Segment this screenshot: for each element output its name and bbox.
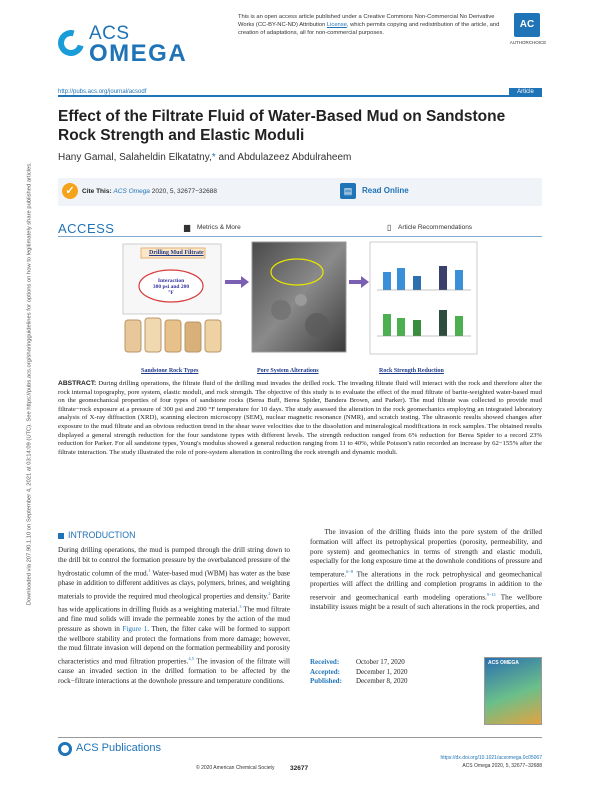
footer-divider	[58, 737, 542, 738]
cite-check-icon: ✓	[62, 183, 78, 199]
acs-publications-logo: ACS Publications	[76, 742, 161, 754]
toc-interaction-label: Interaction 300 psi and 200 °F	[152, 278, 190, 296]
author-choice-label: AUTHORCHOICE	[509, 40, 547, 45]
cover-title: ACS OMEGA	[488, 660, 519, 666]
read-online-link[interactable]: Read Online	[362, 186, 409, 195]
toc-strength-label: Rock Strength Reduction	[379, 368, 444, 374]
received-date: October 17, 2020	[356, 658, 405, 666]
access-heading: ACCESS	[58, 221, 115, 236]
toc-graphic	[121, 240, 479, 378]
ref-link[interactable]: 2	[268, 590, 271, 596]
license-notice: This is an open access article published under a Creative Commons Non-Commercial No Derivative Works (CC-BY-NC-ND) Attribution License, which permits copying and redistribution of the article, and creation of adaptations, all for non-commercial purposes.	[238, 14, 500, 36]
journal-reference: ACS Omega 2020, 5, 32677−32688	[462, 763, 542, 769]
sandstone-cores	[125, 318, 221, 352]
ref-link[interactable]: 3	[239, 603, 242, 609]
ref-link[interactable]: 1	[148, 567, 151, 573]
published-date: December 8, 2020	[356, 677, 408, 685]
author-link[interactable]: and Abdulazeez Abdulraheem	[215, 152, 352, 163]
abstract-text: During drilling operations, the filtrate fluid of the drilling mud invades the drilled rock. The invading filtrate fluid will interact with the rock and therefore alter the rock internal topography, pore system, elastic moduli, and rock strength. The objective of this study is to evaluate the effect of the mud filtrate of barite-weighted water-based mud on the geomechanical properties of four types of sandstone rocks (Berea Buff, Berea Spider, Bandera Brown, and Parker). The mud filtrate was collected to provide mud filtrate−rock exposure at a pressure of 300 psi and 200 °F temperature for 10 days. The study assessed the alteration in the rock geomechanics employing an integrated laboratory analysis of X-ray diffraction (XRD), scanning electron microscopy (SEM), nuclear magnetic resonance (NMR), and scratch testing. The ultrasonic results showed changes after exposure to the mud filtrate and an obvious reduction trend in the shear wave velocities due to the dissolution and mineralogical modifications in rock samples. The obtained results displayed a general strength reduction for the four sandstone types with different levels. The strength reduction ranged from 6% reduction for Berea Spider to a record 23% reduction for Parker. For all sandstone types, Young's modulus showed a general reduction ranging from 11 to 40%, while Poisson's ratio recorded an increase by 62−155% after the filtrate interaction. The study illustrated the role of pore-system alteration in controlling the rock strength and dynamic moduli.	[58, 380, 542, 456]
acs-omega-logo-icon	[53, 25, 89, 61]
article-dates: Received: October 17, 2020 Accepted: December 1, 2020 Published: December 8, 2020	[310, 658, 408, 685]
license-link[interactable]: License	[326, 22, 347, 28]
intro-left-column: During drilling operations, the mud is pumped through the drill string down to the drill bit to control the formation pressure by the overbalanced pressure of the hydrostatic column of the mud.$^1$ Water-based mud (WBM) has water as the base phase in addition to different additives as clays, polymers, brines, and weighting materials to provide the required mud rheological properties and density.$^2$ Barite has wide applications in drilling fluids as a weighting material.$^3$ The mud filtrate and fine mud solids will invade the permeable zones by the action of the mud pressure as shown in Figure 1. Then, the filter cake will be formed to support the wellbore stability and protect the formations from more damage; however, the mud filtrate invasion will depend on the formation permeability and porosity characteristics and mud filtration properties.$^{4,5}$ The invasion of the filtrate will cause an invaded section in the drilled formation to be affected by the rock−filtrate interactions at the downhole pressure and temperature conditions.	[58, 546, 291, 686]
journal-logo-acs: ACS	[89, 23, 130, 44]
acs-publications-icon	[58, 742, 72, 756]
journal-logo-omega: OMEGA	[89, 40, 188, 67]
article-recommendations-link[interactable]: Article Recommendations	[398, 224, 473, 231]
strength-charts-panel	[370, 242, 477, 354]
journal-url-link[interactable]: http://pubs.acs.org/journal/acsodf	[58, 89, 147, 95]
article-title: Effect of the Filtrate Fluid of Water-Based Mud on Sandstone Rock Strength and Elastic Moduli	[58, 108, 506, 144]
access-divider	[58, 236, 542, 237]
arrow-2	[349, 276, 369, 288]
abstract	[58, 380, 542, 457]
document-icon: ▯	[387, 223, 392, 232]
intro-heading: INTRODUCTION	[58, 530, 135, 540]
copyright: © 2020 American Chemical Society	[196, 765, 275, 771]
section-square-icon	[58, 533, 64, 539]
author-list	[58, 152, 351, 163]
toc-svg	[121, 240, 479, 378]
author-choice-icon: AC	[514, 13, 540, 37]
ref-link[interactable]: 9−11	[486, 592, 496, 598]
download-watermark: Downloaded via 207.90.1.10 on September 4, 2021 at 03:14:09 (UTC). See https://pubs.acs.org/sharingguidelines for options on how to legitimately share published articles.	[26, 162, 33, 606]
intro-right-column: The invasion of the drilling fluids into the pore system of the drilled formation will affect its petrophysical properties (porosity, permeability, and pore system) and geomechanics in terms of strength and elastic moduli, especially for the long exposure time at the downhole conditions of pressure and temperature.$^{6-8}$ The alterations in the rock petrophysical and geomechanical properties will affect the drilling and completion programs in addition to the reservoir and geomechanical earth modeling operations.$^{9-11}$ The wellbore instability issues might be a result of such alterations in the rock properties, and	[310, 528, 542, 612]
journal-cover-image	[484, 657, 542, 725]
ref-link[interactable]: 4,5	[188, 656, 194, 662]
figure-1-link[interactable]: Figure 1	[122, 624, 148, 633]
accepted-date: December 1, 2020	[356, 667, 408, 676]
doi-link[interactable]: https://dx.doi.org/10.1021/acsomega.0c05067	[440, 755, 542, 761]
corresponding-author-star: *	[211, 152, 216, 163]
cite-journal[interactable]: ACS Omega	[113, 188, 150, 195]
toc-mud-filtrate-label: Drilling Mud Filtrate	[149, 250, 204, 256]
ref-link[interactable]: 6−8	[346, 569, 354, 575]
abstract-label: ABSTRACT:	[58, 380, 97, 387]
bar-chart-icon: ▆	[184, 223, 191, 232]
author-links[interactable]: Hany Gamal, Salaheldin Elkatatny,	[58, 152, 212, 163]
metrics-link[interactable]: Metrics & More	[197, 224, 241, 231]
toc-rock-types-label: Sandstone Rock Types	[141, 368, 199, 374]
page-number: 32677	[290, 765, 309, 772]
toc-pore-label: Pore System Alterations	[257, 368, 319, 374]
arrow-1	[225, 276, 249, 288]
cite-line: Cite This: ACS Omega 2020, 5, 32677−32688	[82, 188, 217, 195]
read-online-icon[interactable]: ▤	[340, 183, 356, 199]
header-divider	[58, 95, 542, 97]
article-type-badge: Article	[509, 88, 542, 97]
